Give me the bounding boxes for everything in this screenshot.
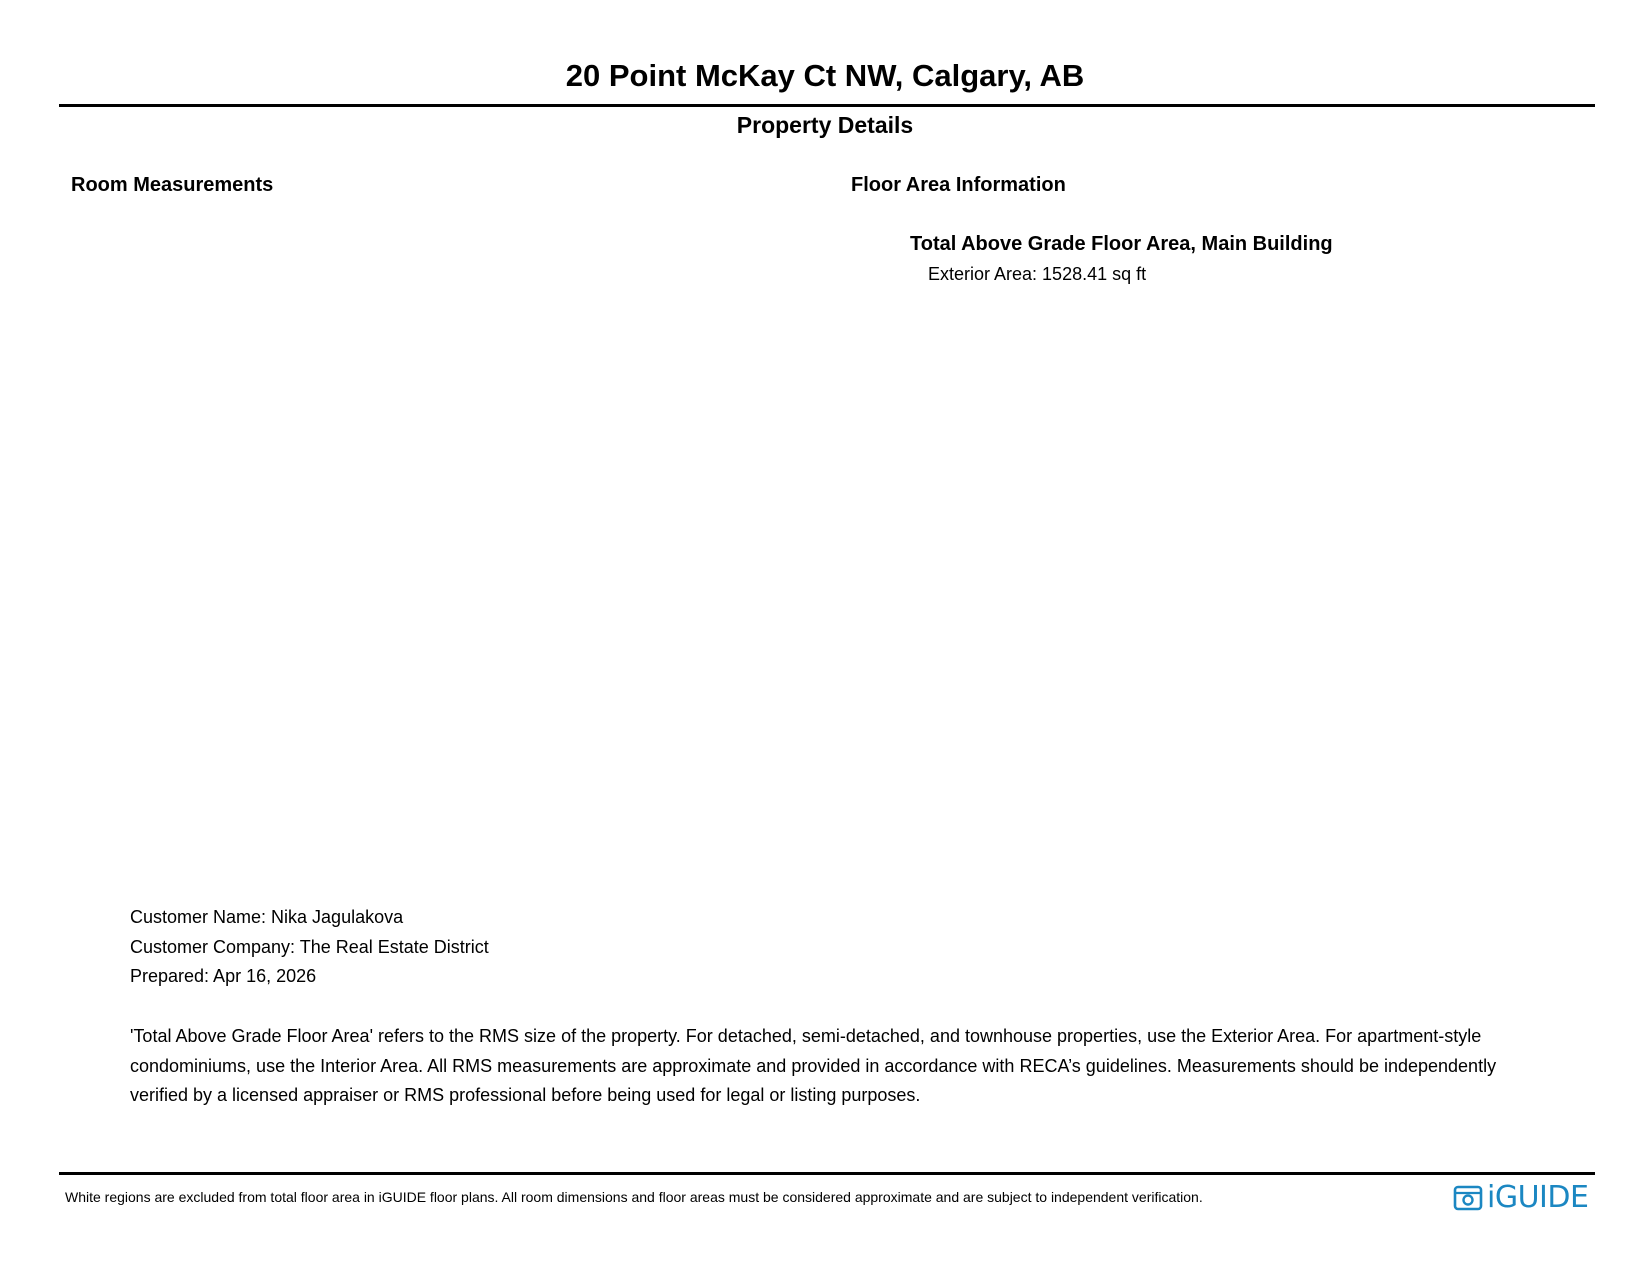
prepared-date: Prepared: Apr 16, 2026 [130,966,317,986]
header-divider [59,104,1595,107]
page-subtitle: Property Details [736,112,914,138]
iguide-camera-icon [1453,1183,1483,1213]
iguide-logo-text: iGUIDE [1487,1180,1589,1215]
customer-info [130,903,489,992]
iguide-logo [1453,1182,1588,1214]
customer-company: Customer Company: The Real Estate District [130,936,489,957]
floor-area-information-heading: Floor Area Information [851,174,1066,196]
rms-note: 'Total Above Grade Floor Area' refers to the RMS size of the property. For detached, semi-detached, and townhouse properties, use the Exterior Area. For apartment-style condominiums, use the Interior Area. All RMS measurements are approximate and provided in accordance with RECA’s guidelines. Measurements should be independently verified by a licensed appraiser or RMS professional before being used for legal or listing purposes. [130,1026,1497,1105]
room-measurements-heading: Room Measurements [71,174,274,196]
footer-disclaimer: White regions are excluded from total floor area in iGUIDE floor plans. All room dimensions and floor areas must be considered approximate and are subject to independent verification. [65,1189,1203,1205]
customer-name: Customer Name: Nika Jagulakova [130,907,404,927]
exterior-area-value: Exterior Area: 1528.41 sq ft [928,264,1147,284]
floor-area-group-title: Total Above Grade Floor Area, Main Building [910,233,1333,255]
page-title: 20 Point McKay Ct NW, Calgary, AB [565,58,1085,93]
footer-divider [59,1172,1595,1175]
